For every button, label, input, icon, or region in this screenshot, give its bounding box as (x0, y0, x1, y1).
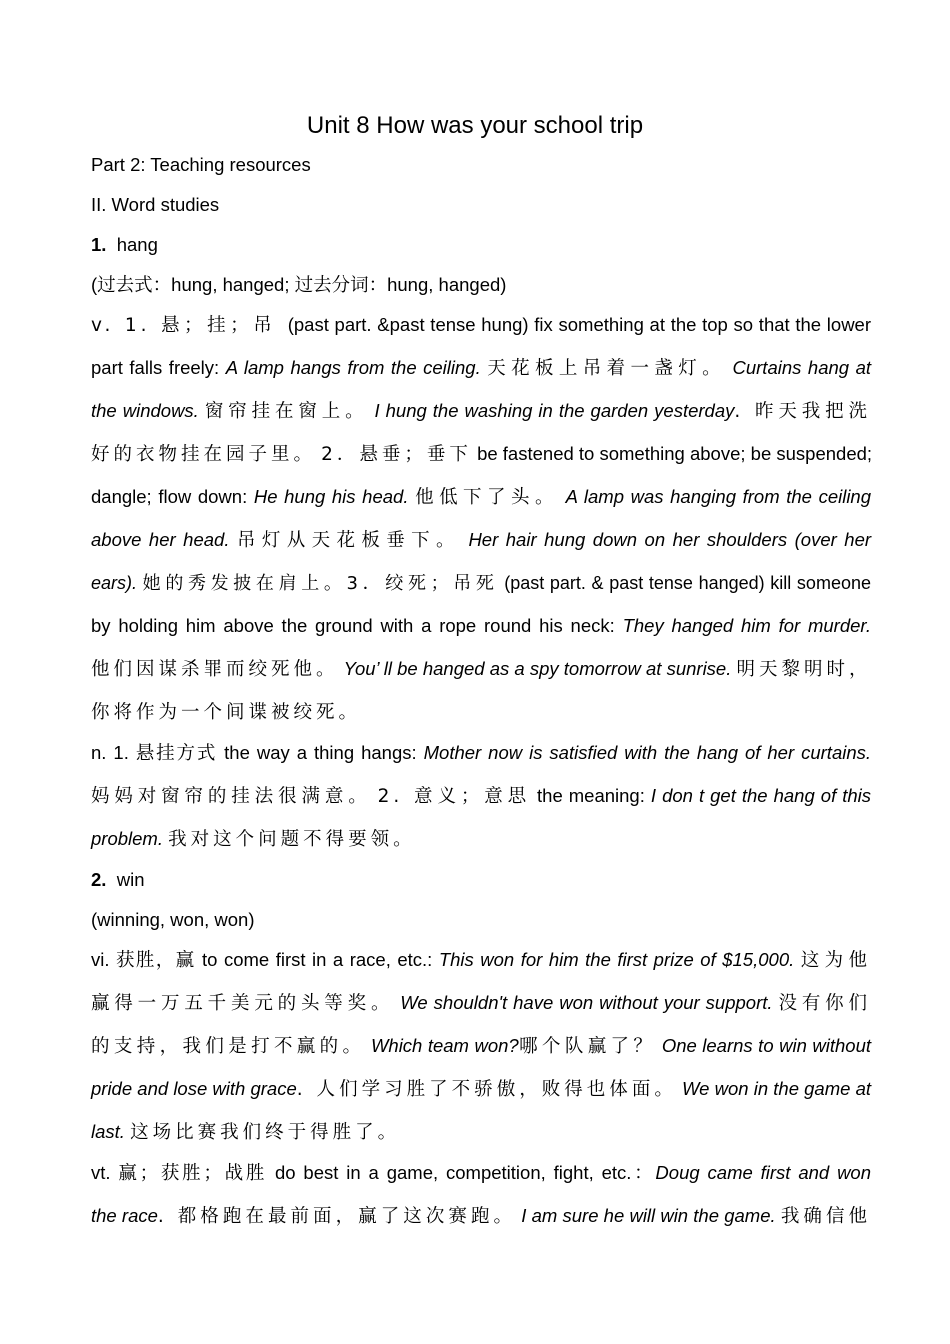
definition-text: (past part. &past tense hung) fix something at the top so that the lower (287, 314, 871, 335)
sense-label: 2．悬垂；垂下 (321, 444, 472, 465)
example-en: problem. (91, 828, 163, 849)
example-en: last. (91, 1121, 125, 1142)
example-en: One learns to win without (661, 1035, 872, 1056)
example-en: I don t get the hang of this (650, 785, 872, 806)
example-cn: 赢得一万五千美元的头等奖。 (91, 993, 395, 1014)
definition-line (91, 529, 871, 552)
definition-line (91, 785, 871, 808)
example-cn: 他们因谋杀罪而绞死他。 (91, 659, 339, 680)
example-en: Curtains hang at (732, 357, 871, 378)
example-en: Which team won? (370, 1035, 519, 1056)
example-en: above her head. (91, 529, 230, 550)
word-forms: (过去式：hung, hanged; 过去分词：hung, hanged) (91, 274, 507, 295)
definition-line (91, 701, 871, 724)
example-cn: 天花板上吊着一盏灯。 (487, 358, 726, 379)
example-en: A lamp was hanging from the ceiling (565, 486, 872, 507)
section-heading: II. Word studies (91, 194, 220, 215)
definition-line (91, 615, 871, 637)
example-cn: . 人们学习胜了不骄傲，败得也体面。 (296, 1079, 677, 1100)
example-cn: 明天黎明时， (736, 659, 872, 680)
example-en: We shouldn't have won without your support. (400, 992, 773, 1013)
definition-line (91, 1205, 871, 1228)
example-en: They hanged him for murder. (622, 615, 872, 636)
definition-line (91, 658, 871, 681)
example-cn: 好的衣物挂在园子里。 (91, 444, 317, 465)
sense-label: vt. 赢；获胜；战胜 (91, 1162, 268, 1183)
sense-label: vi. 获胜，赢 (91, 949, 196, 970)
example-en: pride and lose with grace (91, 1078, 297, 1099)
definition-line (91, 742, 871, 764)
definition-text: the way a thing hangs: (224, 742, 417, 763)
example-en: Mother now is satisfied with the hang of her curtains. (423, 742, 872, 763)
sense-label: v. 1. 悬；挂；吊 (91, 315, 277, 336)
example-en: the race (91, 1205, 158, 1226)
example-cn: 这场比赛我们终于得胜了。 (130, 1122, 401, 1143)
example-en: I hung the washing in the garden yesterday (374, 400, 735, 421)
example-en: You’ ll be hanged as a spy tomorrow at sunrise. (343, 658, 732, 679)
definition-line (91, 828, 871, 851)
definition-text: to come first in a race, etc.: (202, 949, 433, 970)
word-heading-win (91, 869, 871, 891)
example-cn: 我确信他 (780, 1206, 871, 1227)
example-en: This won for him the first prize of $15,000. (438, 949, 795, 970)
definition-line (91, 1121, 871, 1144)
example-cn: 她的秀发披在肩上。 (142, 573, 347, 594)
definition-text: dangle; flow down: (91, 486, 248, 507)
sense-label: n. 1. 悬挂方式 (91, 742, 218, 763)
example-cn: 没有你们 (778, 993, 872, 1014)
definition-line (91, 400, 871, 423)
definition-line (91, 314, 871, 337)
example-cn: 窗帘挂在窗上。 (204, 401, 369, 422)
example-en: I am sure he will win the game. (521, 1205, 776, 1226)
example-cn: . 昨天我把洗 (734, 401, 871, 422)
example-en: A lamp hangs from the ceiling. (225, 357, 481, 378)
definition-line (91, 443, 871, 466)
definition-text: the meaning: (537, 785, 645, 806)
example-en: Doug came first and won (655, 1162, 872, 1183)
definition-line (91, 949, 871, 972)
example-cn: 你将作为一个间谍被绞死。 (91, 702, 362, 723)
word-term: hang (116, 234, 158, 255)
example-cn: 吊灯从天花板垂下。 (237, 530, 461, 551)
example-cn: 这为他 (800, 950, 872, 971)
example-cn: 妈妈对窗帘的挂法很满意。 (91, 786, 372, 807)
word-term: win (116, 869, 145, 890)
sense-label: 3．绞死；吊死 (346, 573, 499, 594)
page-title: Unit 8 How was your school trip (306, 112, 644, 139)
example-cn: 哪个队赢了？ (518, 1036, 657, 1057)
example-en: We won in the game at (682, 1078, 872, 1099)
definition-line (91, 992, 871, 1015)
example-en: ears). (91, 573, 138, 593)
definition-line (91, 1162, 871, 1184)
definition-line (91, 486, 871, 509)
example-en: the windows. (91, 400, 199, 421)
example-cn: 的支持，我们是打不赢的。 (91, 1036, 366, 1057)
word-forms: (winning, won, won) (91, 909, 255, 930)
sense-label: 2. 意义；意思 (377, 786, 531, 807)
definition-line (91, 357, 871, 380)
example-cn: 我对这个问题不得要领。 (168, 829, 416, 850)
definition-text: (past part. & past tense hanged) kill someone (504, 573, 871, 593)
definition-text: by holding him above the ground with a rope round his neck: (91, 615, 615, 636)
definition-line (91, 1035, 871, 1058)
example-cn: 他低下了头。 (415, 487, 559, 508)
word-number: 2. (91, 869, 107, 890)
definition-line (91, 572, 871, 595)
part-heading: Part 2: Teaching resources (91, 154, 311, 175)
example-en: He hung his head. (253, 486, 409, 507)
definition-text: be fastened to something above; be suspended; (477, 443, 873, 464)
definition-line (91, 1078, 871, 1101)
example-en: Her hair hung down on her shoulders (over her (468, 529, 872, 550)
word-number: 1. (91, 234, 107, 255)
definition-text: do best in a game, competition, fight, etc.： (274, 1162, 656, 1183)
definition-text: part falls freely: (91, 357, 220, 378)
example-cn: . 都格跑在最前面，赢了这次赛跑。 (157, 1206, 517, 1227)
word-heading-hang (91, 234, 871, 256)
